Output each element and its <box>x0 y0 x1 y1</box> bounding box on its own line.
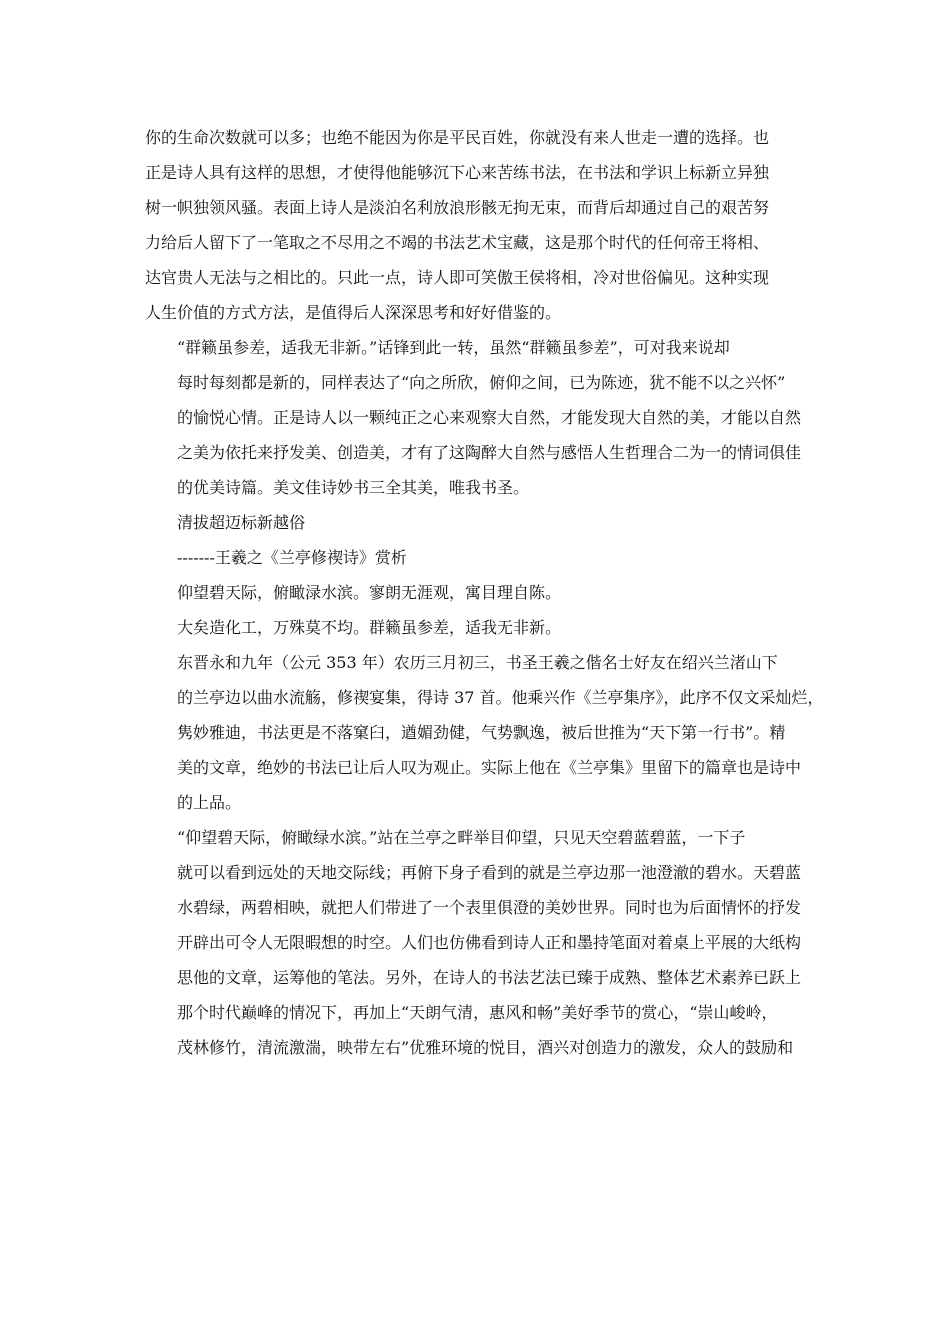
text-line: 的优美诗篇。美文佳诗妙书三全其美，唯我书圣。 <box>177 478 530 497</box>
section-title <box>145 505 820 540</box>
paragraph-background <box>145 645 824 820</box>
paragraph-qunlai <box>145 330 820 505</box>
poem-line-1 <box>145 575 820 610</box>
text-line: 就可以看到远处的天地交际线；再俯下身子看到的就是兰亭边那一池澄澈的碧水。天碧蓝 <box>177 863 802 882</box>
paragraph-life-value <box>145 120 820 330</box>
text-line: 茂林修竹，清流激湍，映带左右”优雅环境的悦目，酒兴对创造力的激发，众人的鼓励和 <box>177 1038 794 1057</box>
text-line: -------王羲之《兰亭修禊诗》赏析 <box>177 548 407 567</box>
text-line: “仰望碧天际，俯瞰绿水滨。”站在兰亭之畔举目仰望，只见天空碧蓝碧蓝，一下子 <box>177 828 746 847</box>
text-line: 你的生命次数就可以多；也绝不能因为你是平民百姓，你就没有来人世走一遭的选择。也 <box>145 128 770 147</box>
paragraph-analysis <box>145 820 820 1065</box>
text-line: 仰望碧天际，俯瞰渌水滨。寥朗无涯观，寓目理自陈。 <box>177 583 562 602</box>
text-line: 每时每刻都是新的，同样表达了“向之所欣，俯仰之间，已为陈迹，犹不能不以之兴怀” <box>177 373 786 392</box>
text-line: “群籁虽参差，适我无非新。”话锋到此一转，虽然“群籁虽参差”，可对我来说却 <box>177 338 730 357</box>
section-subtitle <box>145 540 820 575</box>
text-line: 水碧绿，两碧相映，就把人们带进了一个表里俱澄的美妙世界。同时也为后面情怀的抒发 <box>177 898 802 917</box>
text-line: 那个时代巅峰的情况下，再加上“天朗气清，惠风和畅”美好季节的赏心，“崇山峻岭， <box>177 1003 778 1022</box>
text-line: 东晋永和九年（公元 353 年）农历三月初三，书圣王羲之偕名士好友在绍兴兰渚山下 <box>177 653 778 672</box>
text-line: 开辟出可令人无限暇想的时空。人们也仿佛看到诗人正和墨持笔面对着桌上平展的大纸构 <box>177 933 802 952</box>
text-line: 思他的文章，运筹他的笔法。另外，在诗人的书法艺法已臻于成熟、整体艺术素养已跃上 <box>177 968 802 987</box>
text-line: 的上品。 <box>177 793 242 812</box>
text-line: 之美为依托来抒发美、创造美，才有了这陶醉大自然与感悟人生哲理合二为一的情词俱佳 <box>177 443 802 462</box>
text-line: 美的文章，绝妙的书法已让后人叹为观止。实际上他在《兰亭集》里留下的篇章也是诗中 <box>177 758 802 777</box>
text-line: 的兰亭边以曲水流觞，修禊宴集，得诗 37 首。他乘兴作《兰亭集序》，此序不仅文采灿烂， <box>177 688 824 707</box>
text-line: 清拔超迈标新越俗 <box>177 513 306 532</box>
text-line: 力给后人留下了一笔取之不尽用之不竭的书法艺术宝藏，这是那个时代的任何帝王将相、 <box>145 233 770 252</box>
text-line: 达官贵人无法与之相比的。只此一点，诗人即可笑傲王侯将相，冷对世俗偏见。这种实现 <box>145 268 770 287</box>
text-line: 人生价值的方式方法，是值得后人深深思考和好好借鉴的。 <box>145 303 562 322</box>
article-body <box>145 120 824 1065</box>
text-line: 正是诗人具有这样的思想，才使得他能够沉下心来苦练书法，在书法和学识上标新立异独 <box>145 163 770 182</box>
text-line: 隽妙雅迪，书法更是不落窠臼，遒媚劲健，气势飘逸，被后世推为“天下第一行书”。精 <box>177 723 786 742</box>
text-line: 树一帜独领风骚。表面上诗人是淡泊名利放浪形骸无拘无束，而背后却通过自己的艰苦努 <box>145 198 770 217</box>
poem-line-2 <box>145 610 820 645</box>
text-line: 大矣造化工，万殊莫不均。群籁虽参差，适我无非新。 <box>177 618 562 637</box>
text-line: 的愉悦心情。正是诗人以一颗纯正之心来观察大自然，才能发现大自然的美，才能以自然 <box>177 408 802 427</box>
